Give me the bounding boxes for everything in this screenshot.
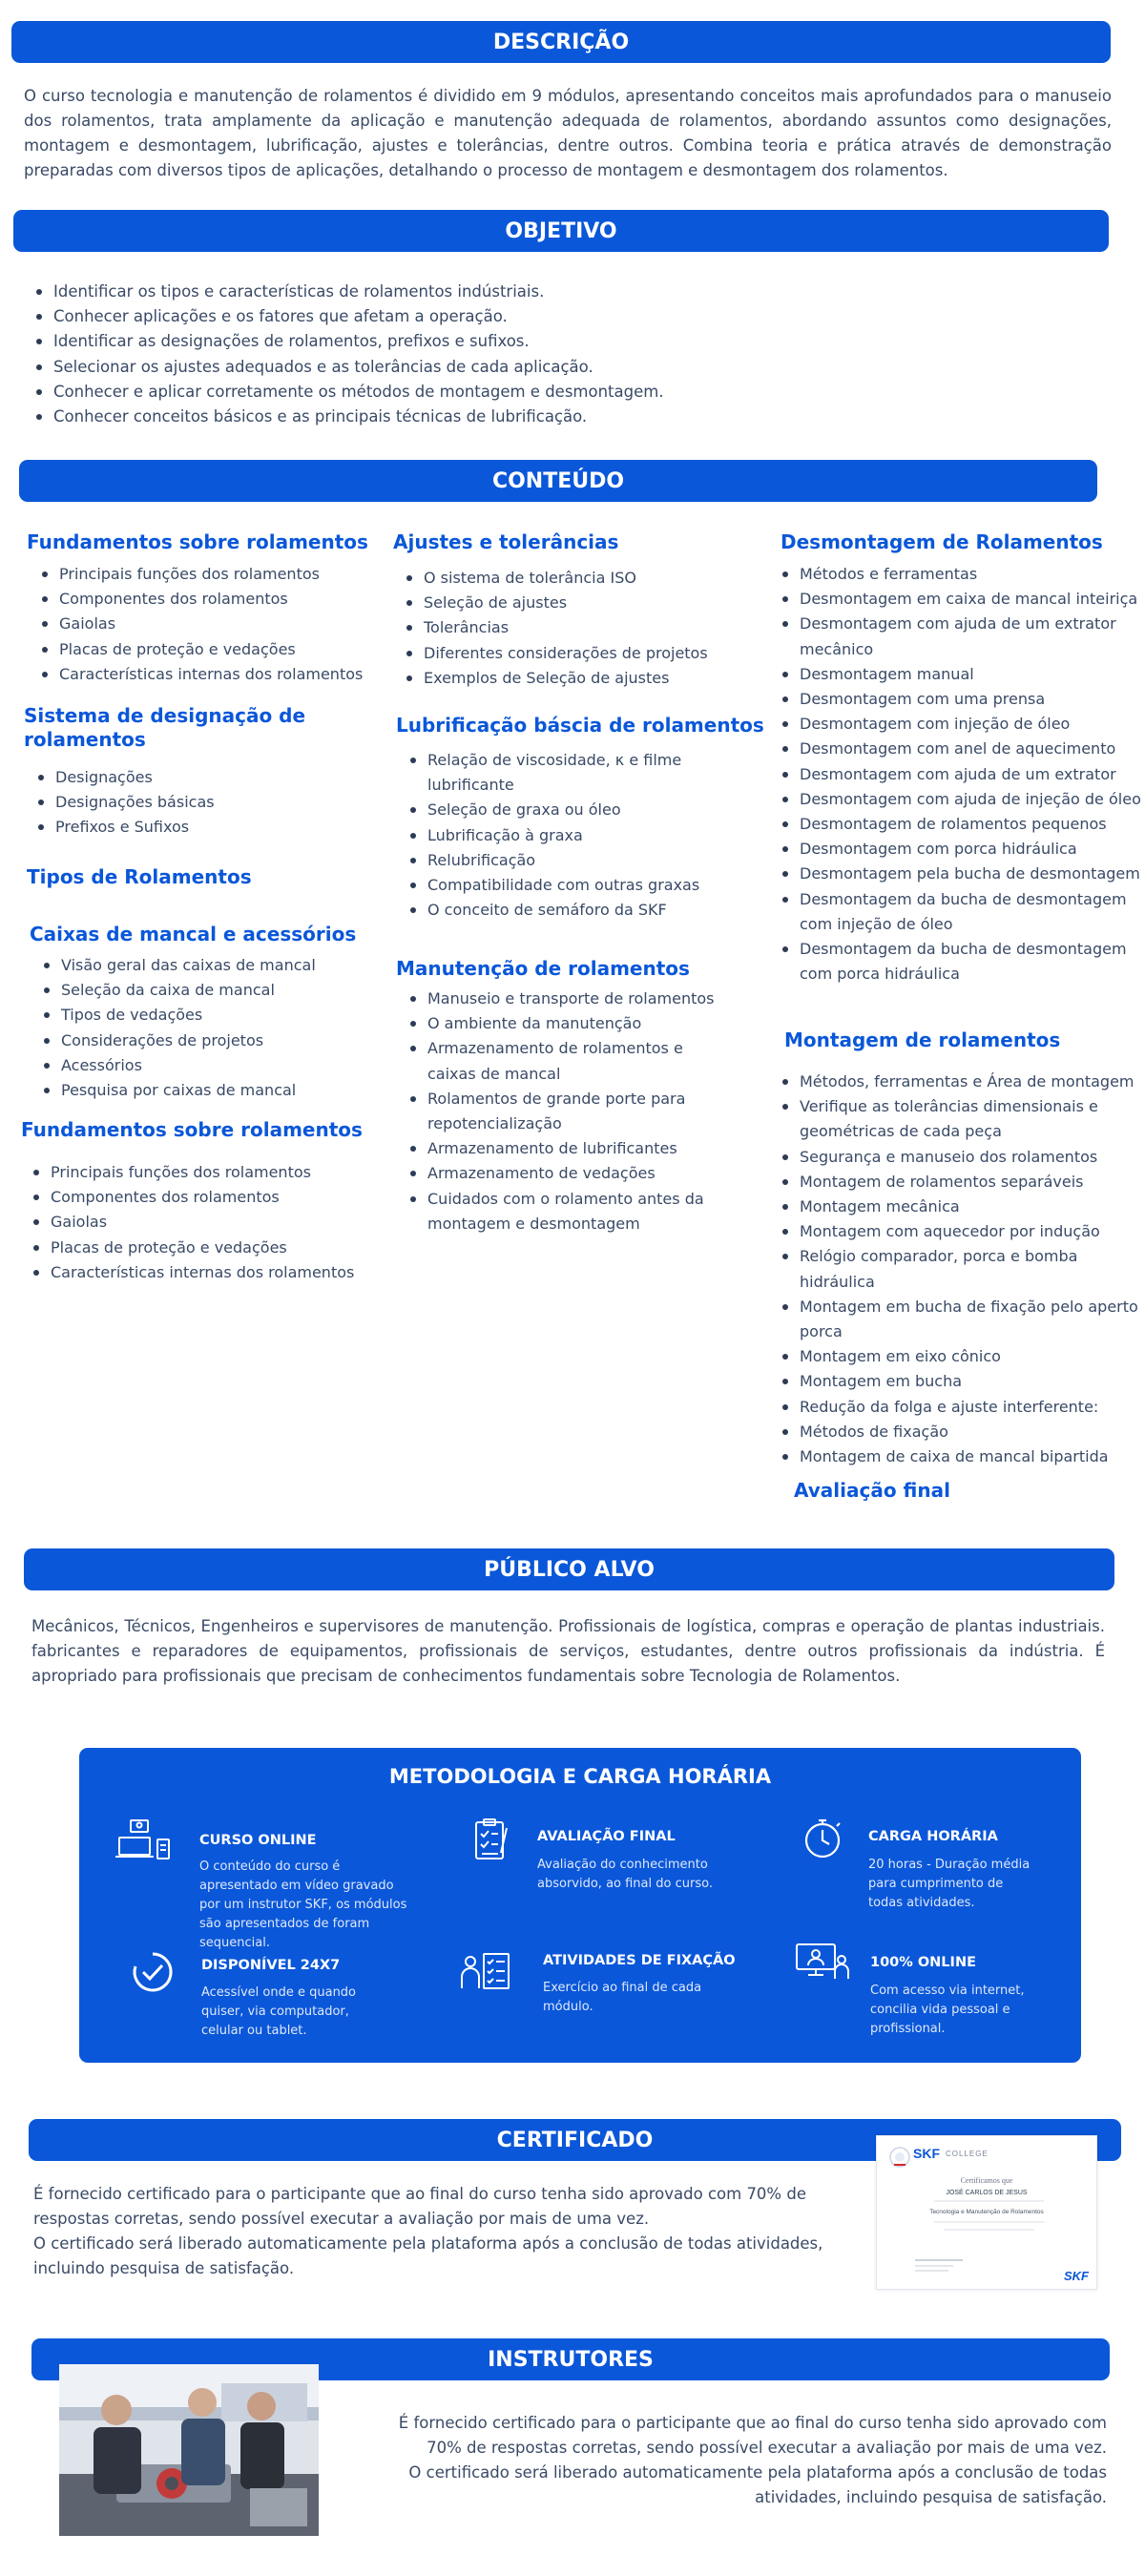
list-item: Gaiolas bbox=[40, 612, 384, 636]
list-item: Desmontagem manual bbox=[781, 662, 1145, 687]
list-item: Características internas dos rolamentos bbox=[40, 662, 384, 687]
metodologia-item-title: CARGA HORÁRIA bbox=[868, 1829, 998, 1844]
list-item: Montagem em bucha de fixação pelo aperto porca bbox=[781, 1295, 1145, 1344]
list-item: Manuseio e transporte de rolamentos bbox=[408, 987, 723, 1011]
list-item: O sistema de tolerância ISO bbox=[405, 566, 748, 591]
metodologia-item-title: 100% ONLINE bbox=[870, 1955, 976, 1970]
metodologia-item-title: CURSO ONLINE bbox=[199, 1833, 317, 1848]
module-title: Lubrificação báscia de rolamentos bbox=[396, 714, 764, 737]
list-item: Designações básicas bbox=[36, 790, 380, 815]
list-item: Verifique as tolerâncias dimensionais e geométricas de cada peça bbox=[781, 1094, 1145, 1144]
metodologia-item-desc: Acessível onde e quando quiser, via computador, celular ou tablet. bbox=[201, 1985, 357, 2038]
section-title-conteudo: CONTEÚDO bbox=[491, 468, 625, 493]
section-title-instrutores: INSTRUTORES bbox=[488, 2347, 654, 2372]
list-item: Exemplos de Seleção de ajustes bbox=[405, 666, 748, 691]
list-item: O ambiente da manutenção bbox=[408, 1011, 723, 1036]
module-list bbox=[405, 566, 748, 691]
certificate-image bbox=[876, 2135, 1097, 2290]
module-title: Desmontagem de Rolamentos bbox=[781, 530, 1103, 553]
list-item: Segurança e manuseio dos rolamentos bbox=[781, 1145, 1145, 1170]
list-item: Relação de viscosidade, κ e filme lubrificante bbox=[408, 748, 723, 798]
list-item: Desmontagem com anel de aquecimento bbox=[781, 737, 1145, 761]
list-item: Placas de proteção e vedações bbox=[31, 1236, 385, 1260]
module-title: Manutenção de rolamentos bbox=[396, 957, 690, 980]
certificate-participant-name: JOSÉ CARLOS DE JESUS bbox=[946, 2190, 1028, 2196]
section-title-descricao: DESCRIÇÃO bbox=[492, 30, 630, 54]
descricao-text: O curso tecnologia e manutenção de rolamentos é dividido em 9 módulos, apresentando conceitos mais aprofundados para o manuseio dos rolamentos, trata amplamente da aplicação e manutenção adequada de rolamentos, abordando assuntos como designações, montagem e desmontagem, lubrificação, ajustes e tolerâncias, dentre outros. Combina teoria e prática através de demonstração preparadas com diversos tipos de aplicações, detalhando o processo de montagem e desmontagem dos rolamentos. bbox=[24, 87, 1112, 179]
instrutores-text bbox=[363, 2411, 1107, 2510]
list-item: Métodos de fixação bbox=[781, 1420, 1145, 1444]
people-checklist-icon bbox=[459, 1950, 514, 1994]
metodologia-item-title: AVALIAÇÃO FINAL bbox=[537, 1829, 676, 1844]
module-list bbox=[408, 748, 723, 923]
metodologia-title: METODOLOGIA E CARGA HORÁRIA bbox=[388, 1765, 772, 1788]
stopwatch-icon bbox=[795, 1817, 850, 1860]
list-item: Componentes dos rolamentos bbox=[31, 1185, 385, 1210]
list-item: Desmontagem com injeção de óleo bbox=[781, 712, 1145, 737]
list-item: Seleção de ajustes bbox=[405, 591, 748, 615]
list-item: Componentes dos rolamentos bbox=[40, 587, 384, 612]
list-item: O conceito de semáforo da SKF bbox=[408, 898, 723, 923]
list-item: Identificar os tipos e características de rolamentos indústriais. bbox=[34, 280, 1084, 304]
section-title-publico: PÚBLICO ALVO bbox=[484, 1557, 655, 1582]
list-item: Redução da folga e ajuste interferente: bbox=[781, 1395, 1145, 1420]
module-title: Tipos de Rolamentos bbox=[27, 865, 252, 888]
list-item: Seleção de graxa ou óleo bbox=[408, 798, 723, 822]
section-bar-conteudo bbox=[19, 460, 1097, 502]
module-title: Fundamentos sobre rolamentos bbox=[27, 530, 368, 553]
module-list bbox=[408, 987, 723, 1236]
section-title-objetivo: OBJETIVO bbox=[505, 218, 617, 243]
module-title: Caixas de mancal e acessórios bbox=[30, 923, 357, 945]
list-item: Armazenamento de vedações bbox=[408, 1161, 723, 1186]
certificate-footer-logo: SKF bbox=[1064, 2269, 1089, 2283]
metodologia-item-desc: Exercício ao final de cada módulo. bbox=[543, 1981, 702, 2014]
list-item: Seleção da caixa de mancal bbox=[42, 978, 385, 1003]
list-item: Placas de proteção e vedações bbox=[40, 637, 384, 662]
certificado-line: O certificado será liberado automaticamente pela plataforma após a conclusão de todas atividades, incluindo pesquisa de satisfação. bbox=[33, 2234, 823, 2277]
check-circle-icon bbox=[125, 1950, 180, 1994]
list-item: Desmontagem com porca hidráulica bbox=[781, 837, 1145, 862]
section-title-certificado: CERTIFICADO bbox=[496, 2128, 654, 2152]
list-item: Diferentes considerações de projetos bbox=[405, 641, 748, 666]
list-item: Selecionar os ajustes adequados e as tolerâncias de cada aplicação. bbox=[34, 355, 1084, 380]
list-item: Desmontagem pela bucha de desmontagem bbox=[781, 862, 1145, 886]
list-item: Montagem de rolamentos separáveis bbox=[781, 1170, 1145, 1195]
list-item: Montagem com aquecedor por indução bbox=[781, 1219, 1145, 1244]
list-item: Montagem em bucha bbox=[781, 1369, 1145, 1394]
list-item: Montagem em eixo cônico bbox=[781, 1344, 1145, 1369]
list-item: Prefixos e Sufixos bbox=[36, 815, 380, 840]
list-item: Tolerâncias bbox=[405, 615, 748, 640]
list-item: Conhecer conceitos básicos e as principais técnicas de lubrificação. bbox=[34, 405, 1084, 429]
metodologia-item-title: ATIVIDADES DE FIXAÇÃO bbox=[543, 1953, 736, 1968]
list-item: Designações bbox=[36, 765, 380, 790]
list-item: Conhecer aplicações e os fatores que afetam a operação. bbox=[34, 304, 1084, 329]
list-item: Cuidados com o rolamento antes da montagem e desmontagem bbox=[408, 1187, 723, 1236]
module-list bbox=[42, 953, 385, 1103]
list-item: Métodos, ferramentas e Área de montagem bbox=[781, 1070, 1145, 1094]
module-list bbox=[36, 765, 380, 841]
computer-user-icon bbox=[795, 1941, 850, 1984]
list-item: Desmontagem da bucha de desmontagem com porca hidráulica bbox=[781, 937, 1145, 987]
list-item: Montagem mecânica bbox=[781, 1195, 1145, 1219]
list-item: Principais funções dos rolamentos bbox=[40, 562, 384, 587]
publico-text: Mecânicos, Técnicos, Engenheiros e supervisores de manutenção. Profissionais de logística, compras e operação de plantas industriais. fabricantes e reparadores de equipamentos, profissionais de serviços, estudantes, dentre outros profissionais da indústria. É apropriado para profissionais que precisam de conhecimentos fundamentais sobre Tecnologia de Rolamentos. bbox=[31, 1617, 1105, 1685]
list-item: Lubrificação à graxa bbox=[408, 823, 723, 848]
module-list bbox=[781, 562, 1145, 987]
instrutores-line: É fornecido certificado para o participante que ao final do curso tenha sido aprovado com 70% de respostas corretas, sendo possível executar a avaliação por mais de uma vez. bbox=[398, 2414, 1107, 2457]
section-bar-objetivo bbox=[13, 210, 1109, 252]
certificado-text bbox=[33, 2182, 844, 2281]
module-list bbox=[40, 562, 384, 687]
list-item: Montagem de caixa de mancal bipartida bbox=[781, 1444, 1145, 1469]
certificado-line: É fornecido certificado para o participante que ao final do curso tenha sido aprovado com 70% de respostas corretas, sendo possível executar a avaliação por mais de uma vez. bbox=[33, 2185, 806, 2228]
certificate-heading: Certificamos que bbox=[960, 2176, 1013, 2185]
metodologia-item-title: DISPONÍVEL 24X7 bbox=[201, 1958, 341, 1973]
list-item: Rolamentos de grande porte para repotencialização bbox=[408, 1087, 723, 1136]
list-item: Considerações de projetos bbox=[42, 1028, 385, 1053]
list-item: Armazenamento de rolamentos e caixas de mancal bbox=[408, 1036, 723, 1086]
list-item: Desmontagem da bucha de desmontagem com injeção de óleo bbox=[781, 887, 1145, 937]
module-title: Avaliação final bbox=[794, 1479, 950, 1502]
list-item: Desmontagem com ajuda de um extrator mecânico bbox=[781, 612, 1145, 661]
instructors-photo bbox=[59, 2364, 319, 2536]
metodologia-item-desc: Com acesso via internet, concilia vida pessoal e profissional. bbox=[870, 1984, 1025, 2036]
metodologia-item-desc: 20 horas - Duração média para cumprimento de todas atividades. bbox=[868, 1858, 1030, 1910]
list-item: Pesquisa por caixas de mancal bbox=[42, 1078, 385, 1103]
list-item: Tipos de vedações bbox=[42, 1003, 385, 1028]
list-item: Características internas dos rolamentos bbox=[31, 1260, 385, 1285]
list-item: Conhecer e aplicar corretamente os métodos de montagem e desmontagem. bbox=[34, 380, 1084, 405]
list-item: Relógio comparador, porca e bomba hidráulica bbox=[781, 1244, 1145, 1294]
module-title: Montagem de rolamentos bbox=[784, 1028, 1061, 1051]
objetivo-list bbox=[34, 280, 1084, 429]
section-bar-publico bbox=[24, 1548, 1114, 1590]
list-item: Métodos e ferramentas bbox=[781, 562, 1145, 587]
list-item: Desmontagem com uma prensa bbox=[781, 687, 1145, 712]
list-item: Desmontagem de rolamentos pequenos bbox=[781, 812, 1145, 837]
instructors-illustration bbox=[59, 2364, 319, 2536]
list-item: Acessórios bbox=[42, 1053, 385, 1078]
module-title: Ajustes e tolerâncias bbox=[393, 530, 619, 553]
module-title: Sistema de designação de rolamentos bbox=[24, 704, 306, 751]
metodologia-item-desc: Avaliação do conhecimento absorvido, ao final do curso. bbox=[537, 1858, 713, 1891]
list-item: Visão geral das caixas de mancal bbox=[42, 953, 385, 978]
list-item: Relubrificação bbox=[408, 848, 723, 873]
metodologia-item-desc: O conteúdo do curso é apresentado em vídeo gravado por um instrutor SKF, os módulos são apresentados de foram sequencial. bbox=[199, 1859, 407, 1950]
instrutores-line: O certificado será liberado automaticamente pela plataforma após a conclusão de todas atividades, incluindo pesquisa de satisfação. bbox=[408, 2463, 1107, 2506]
metodologia-box bbox=[79, 1748, 1081, 2063]
module-list bbox=[31, 1160, 385, 1285]
certificate-brand-logo: SKF bbox=[913, 2146, 940, 2161]
list-item: Compatibilidade com outras graxas bbox=[408, 873, 723, 898]
clipboard-check-icon bbox=[463, 1818, 518, 1862]
list-item: Desmontagem com ajuda de injeção de óleo bbox=[781, 787, 1145, 812]
list-item: Desmontagem com ajuda de um extrator bbox=[781, 762, 1145, 787]
list-item: Armazenamento de lubrificantes bbox=[408, 1136, 723, 1161]
certificate-course-name: Tecnologia e Manutenção de Rolamentos bbox=[929, 2209, 1044, 2215]
list-item: Gaiolas bbox=[31, 1210, 385, 1235]
section-bar-descricao bbox=[11, 21, 1111, 63]
module-list bbox=[781, 1070, 1145, 1469]
list-item: Identificar as designações de rolamentos, prefixos e sufixos. bbox=[34, 329, 1084, 354]
list-item: Principais funções dos rolamentos bbox=[31, 1160, 385, 1185]
certificate-brand-sub: COLLEGE bbox=[946, 2150, 989, 2158]
module-title: Fundamentos sobre rolamentos bbox=[21, 1118, 363, 1141]
online-course-icon bbox=[115, 1818, 171, 1862]
list-item: Desmontagem em caixa de mancal inteiriça bbox=[781, 587, 1145, 612]
